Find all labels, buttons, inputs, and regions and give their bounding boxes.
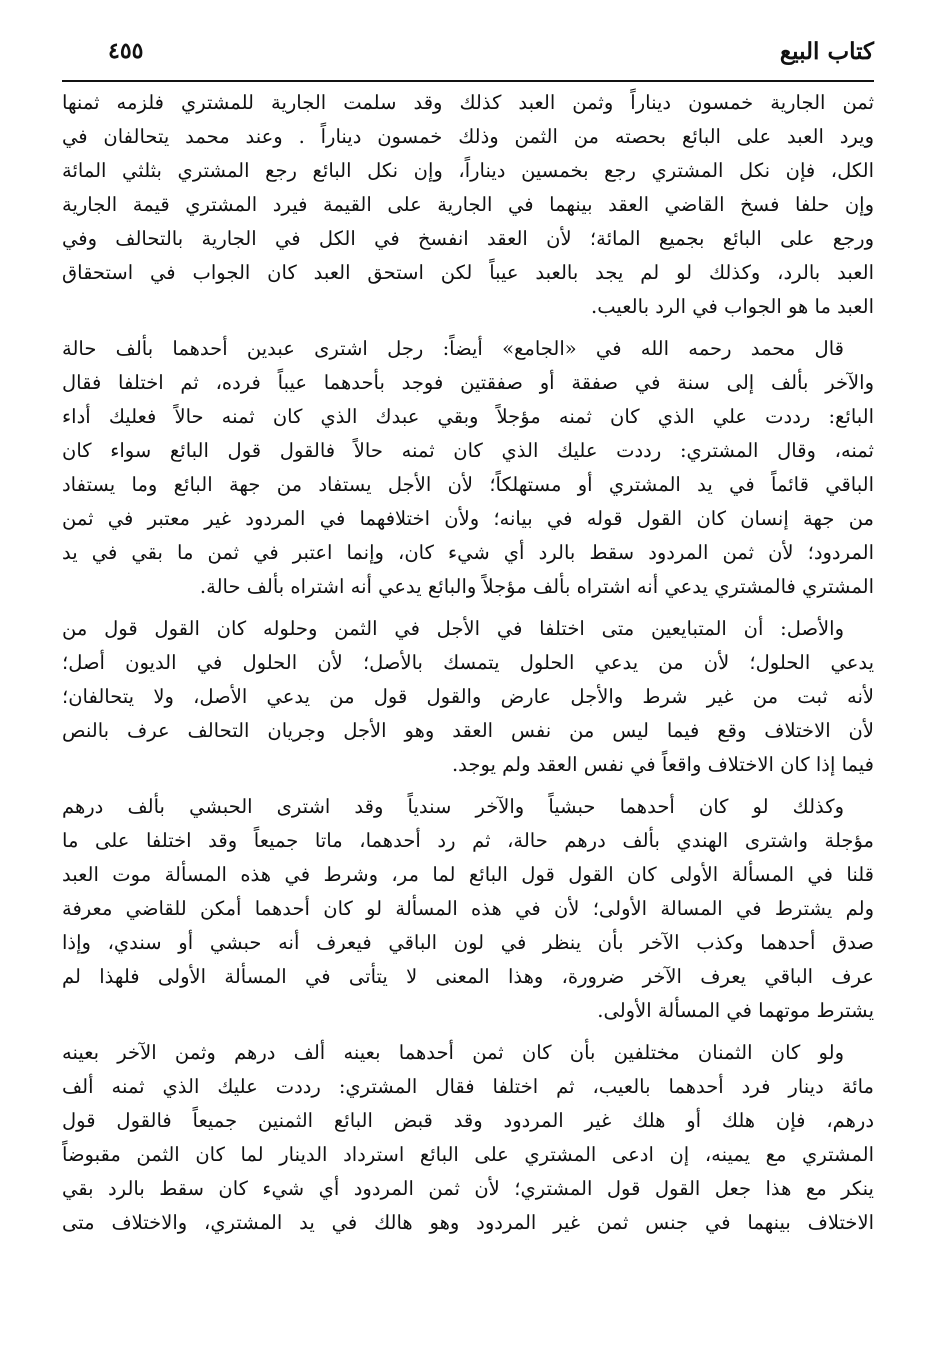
text-line: ورجع على البائع بجميع المائة؛ لأن العقد انفسخ في الكل في الجارية بالتحالف وفي: [62, 227, 874, 250]
text-line: الكل، فإن نكل المشتري رجع بخمسين ديناراً، وإن نكل البائع رجع المشتري بثلثي المائة: [62, 159, 874, 182]
text-line: البائع: رددت علي الذي كان ثمنه مؤجلاً وبقي عبدك الذي كان ثمنه حالاً فعليك أداء: [62, 405, 874, 428]
text-line: ولم يشترط في المسالة الأولى؛ لأن في هذه المسألة لو كان أحدهما أمكن للقاضي معرفة: [62, 897, 874, 920]
text-line: العبد ما هو الجواب في الرد بالعيب.: [591, 295, 874, 318]
paragraph: [62, 790, 874, 1028]
text-line: والآخر بألف إلى سنة في صفقة أو صفقتين فوجد بأحدهما عيباً فرده، ثم اختلفا فقال: [62, 371, 874, 394]
text-line: قال محمد رحمه الله في «الجامع» أيضاً: رجل اشترى عبدين أحدهما بألف حالة: [62, 337, 844, 360]
text-line: المردود؛ لأن ثمن المردود سقط بالرد أي شيء كان، وإنما اعتبر في ثمن ما بقي في يد: [62, 541, 874, 564]
paragraph: [62, 1036, 874, 1240]
page-header: [62, 38, 874, 78]
text-line: والأصل: أن المتبايعين متى اختلفا في الأجل في الثمن وحلوله كان القول قول من: [62, 617, 844, 640]
text-line: ثمنه، وقال المشتري: رددت عليك الذي كان ثمنه حالاً فالقول قول البائع سواء كان: [62, 439, 874, 462]
text-line: درهم، فإن هلك أو هلك غير المردود وقد قبض البائع الثمنين جميعاً فالقول قول: [62, 1109, 874, 1132]
text-line: يدعي الحلول؛ لأن من يدعي الحلول يتمسك بالأصل؛ لأن الحلول في الديون أصل؛: [62, 651, 874, 674]
text-line: من جهة إنسان كان القول قوله في بيانه؛ ولأن اختلافهما في المردود غير معتبر في ثمن: [62, 507, 874, 530]
text-line: مؤجلة واشترى الهندي بألف درهم حالة، ثم رد أحدهما، ماتا جميعاً وقد اختلفا على ما: [62, 829, 874, 852]
text-line: المشتري مع يمينه، إن ادعى المشتري على البائع استرداد الدينار لما كان الثمن مقبوضاً: [62, 1143, 874, 1166]
text-line: لأن الاختلاف وقع فيما ليس من نفس العقد وهو الأجل وجريان التحالف عرف بالنص: [62, 719, 874, 742]
page-number: ٤٥٥: [108, 38, 144, 64]
text-line: قلنا في المسألة الأولى كان القول قول البائع لما مر، وشرط في هذه المسألة موت العبد: [62, 863, 874, 886]
text-line: ولو كان الثمنان مختلفين بأن كان ثمن أحدهما بعينه ألف درهم وثمن الآخر بعينه: [62, 1041, 844, 1064]
text-line: المشتري فالمشتري يدعي أنه اشتراه بألف مؤجلاً والبائع يدعي أنه اشتراه بألف حالة.: [199, 575, 874, 598]
paragraph: [62, 332, 874, 604]
text-line: ينكر مع هذا جعل القول قول المشتري؛ لأن ثمن المردود أي شيء كان سقط بالرد بقي: [62, 1177, 874, 1200]
text-line: يشترط موتهما في المسألة الأولى.: [597, 999, 874, 1022]
paragraph: [62, 612, 874, 782]
text-line: فيما إذا كان الاختلاف واقعاً في نفس العقد ولم يوجد.: [451, 753, 874, 776]
text-line: لأنه ثبت من غير شرط والأجل عارض والقول قول من يدعي الأصل، ولا يتحالفان؛: [62, 685, 874, 708]
text-line: ويرد العبد على البائع بحصته من الثمن وذلك خمسون ديناراً . وعند محمد يتحالفان في: [62, 125, 874, 148]
header-rule: [62, 80, 874, 82]
paragraph: [62, 86, 874, 324]
text-line: ثمن الجارية خمسون ديناراً وثمن العبد كذلك وقد سلمت الجارية للمشتري فلزمه ثمنها: [62, 91, 874, 114]
text-line: صدق أحدهما وكذب الآخر بأن ينظر في لون الباقي فيعرف أنه حبشي أو سندي، وإذا: [62, 931, 874, 954]
running-title: كتاب البيع: [779, 38, 874, 65]
text-line: العبد بالرد، وكذلك لو لم يجد بالعبد عيباً لكن استحق العبد كان الجواب في استحقاق: [62, 261, 874, 284]
page-body: [62, 86, 874, 1248]
text-line: وكذلك لو كان أحدهما حبشياً والآخر سندياً وقد اشترى الحبشي بألف درهم: [62, 795, 844, 818]
text-line: الاختلاف بينهما في جنس ثمن غير المردود وهو هالك في يد المشتري، والاختلاف متى: [62, 1211, 874, 1234]
text-line: عرف الباقي يعرف الآخر ضرورة، وهذا المعنى لا يتأتى في المسألة الأولى فلهذا لم: [62, 965, 874, 988]
text-line: الباقي قائماً في يد المشتري أو مستهلكاً؛ لأن الأجل يستفاد من جهة البائع وما يستفاد: [62, 473, 874, 496]
text-line: وإن حلفا فسخ القاضي العقد بينهما في الجارية على القيمة فيرد المشتري قيمة الجارية: [62, 193, 874, 216]
text-line: مائة دينار فرد أحدهما بالعيب، ثم اختلفا فقال المشتري: رددت عليك الذي ثمنه ألف: [62, 1075, 874, 1098]
